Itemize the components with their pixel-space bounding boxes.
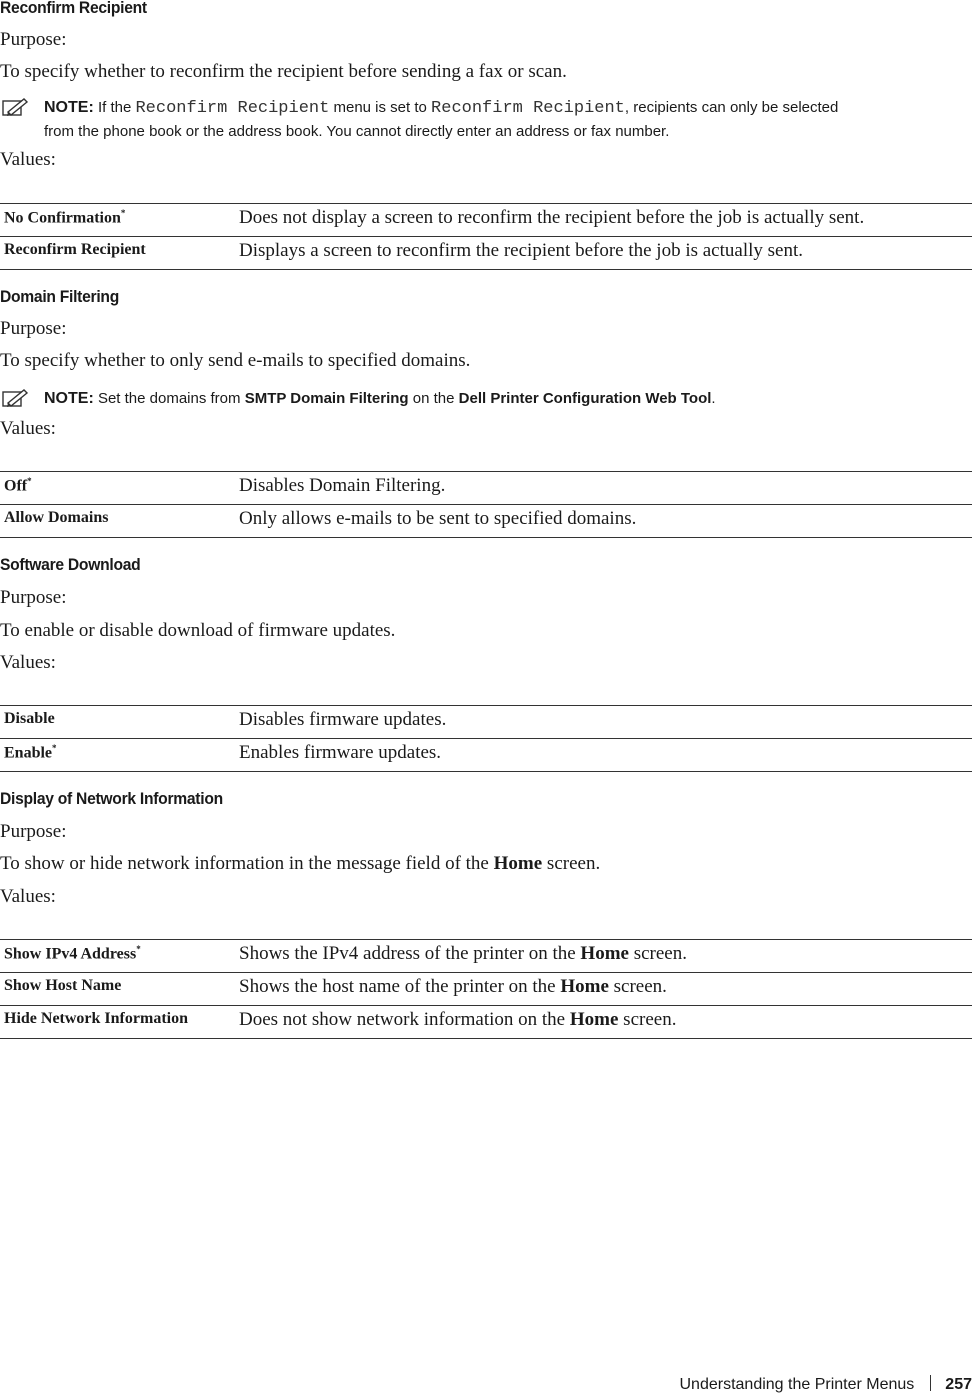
table-row: [0, 505, 972, 538]
purpose-text: To specify whether to only send e-mails to specified domains.: [0, 350, 471, 371]
note-code: Reconfirm Recipient: [431, 99, 625, 118]
purpose-text: To specify whether to reconfirm the recipient before sending a fax or scan.: [0, 61, 567, 82]
values-table: [0, 471, 972, 538]
values-label: Values:: [0, 149, 56, 170]
table-row: [0, 237, 972, 270]
value-key: Enable*: [4, 743, 57, 762]
note-text-line2: from the phone book or the address book. You cannot directly enter an address or fax number.: [44, 123, 670, 140]
table-row: [0, 739, 972, 772]
purpose-label: Purpose:: [0, 318, 67, 339]
value-key: Show Host Name: [4, 977, 122, 994]
table-row: [0, 940, 972, 973]
value-description: Does not display a screen to reconfirm the recipient before the job is actually sent.: [239, 207, 865, 228]
value-key: Off*: [4, 476, 32, 495]
home-term: Home: [569, 1009, 619, 1030]
section-heading-reconfirm-recipient: Reconfirm Recipient: [0, 0, 147, 17]
table-row: [0, 204, 972, 237]
default-marker: *: [52, 743, 57, 753]
home-term: Home: [493, 853, 543, 874]
note-pencil-icon: [2, 97, 30, 117]
value-key: Reconfirm Recipient: [4, 241, 146, 258]
section-heading-domain-filtering: Domain Filtering: [0, 287, 119, 306]
value-description: Does not show network information on the Home screen.: [239, 1009, 677, 1030]
purpose-label: Purpose:: [0, 821, 67, 842]
values-table: [0, 705, 972, 772]
footer-divider: [930, 1375, 931, 1391]
footer-title: Understanding the Printer Menus: [679, 1376, 915, 1393]
note-text: Set the domains from: [93, 390, 245, 407]
note-text: .: [711, 390, 716, 407]
purpose-label: Purpose:: [0, 29, 67, 50]
home-term: Home: [580, 943, 629, 964]
value-key: Hide Network Information: [4, 1010, 188, 1027]
note-label: NOTE:: [44, 390, 94, 407]
purpose-text: To show or hide network information in the message field of the Home screen.: [0, 853, 601, 874]
note-bold-term: Dell Printer Configuration Web Tool: [458, 390, 712, 407]
values-label: Values:: [0, 886, 56, 907]
table-row: [0, 472, 972, 505]
default-marker: *: [136, 944, 141, 954]
section-heading-software-download: Software Download: [0, 555, 141, 574]
purpose-text: To enable or disable download of firmware updates.: [0, 620, 396, 641]
table-row: [0, 973, 972, 1006]
value-description: Disables Domain Filtering.: [239, 475, 446, 496]
section-heading-display-network-information: Display of Network Information: [0, 789, 223, 808]
value-description: Shows the host name of the printer on the Home screen.: [239, 976, 667, 997]
values-label: Values:: [0, 652, 56, 673]
value-description: Enables firmware updates.: [239, 742, 442, 763]
value-description: Displays a screen to reconfirm the recipient before the job is actually sent.: [239, 240, 803, 261]
values-label: Values:: [0, 418, 56, 439]
table-row: [0, 1006, 972, 1039]
note-text: , recipients can only be selected: [624, 99, 839, 116]
note-label: NOTE:: [44, 99, 94, 116]
note-text: If the: [93, 99, 136, 116]
note-code: Reconfirm Recipient: [135, 99, 330, 118]
note-pencil-icon: [2, 388, 30, 408]
value-key: No Confirmation*: [4, 208, 126, 227]
note-bold-term: SMTP Domain Filtering: [244, 390, 409, 407]
values-table: [0, 203, 972, 270]
value-key: Show IPv4 Address*: [4, 944, 141, 963]
page-number: 257: [945, 1376, 972, 1393]
note-text: on the: [408, 390, 459, 407]
page-footer: [680, 1375, 972, 1395]
default-marker: *: [27, 476, 32, 486]
value-key: Disable: [4, 710, 55, 727]
default-marker: *: [120, 208, 126, 218]
table-row: [0, 706, 972, 739]
value-description: Disables firmware updates.: [239, 709, 447, 730]
note-text: menu is set to: [329, 99, 432, 116]
value-key: Allow Domains: [4, 509, 109, 526]
purpose-label: Purpose:: [0, 587, 67, 608]
home-term: Home: [560, 976, 609, 997]
values-table: [0, 939, 972, 1039]
value-description: Shows the IPv4 address of the printer on the Home screen.: [239, 943, 687, 964]
value-description: Only allows e-mails to be sent to specified domains.: [239, 508, 637, 529]
